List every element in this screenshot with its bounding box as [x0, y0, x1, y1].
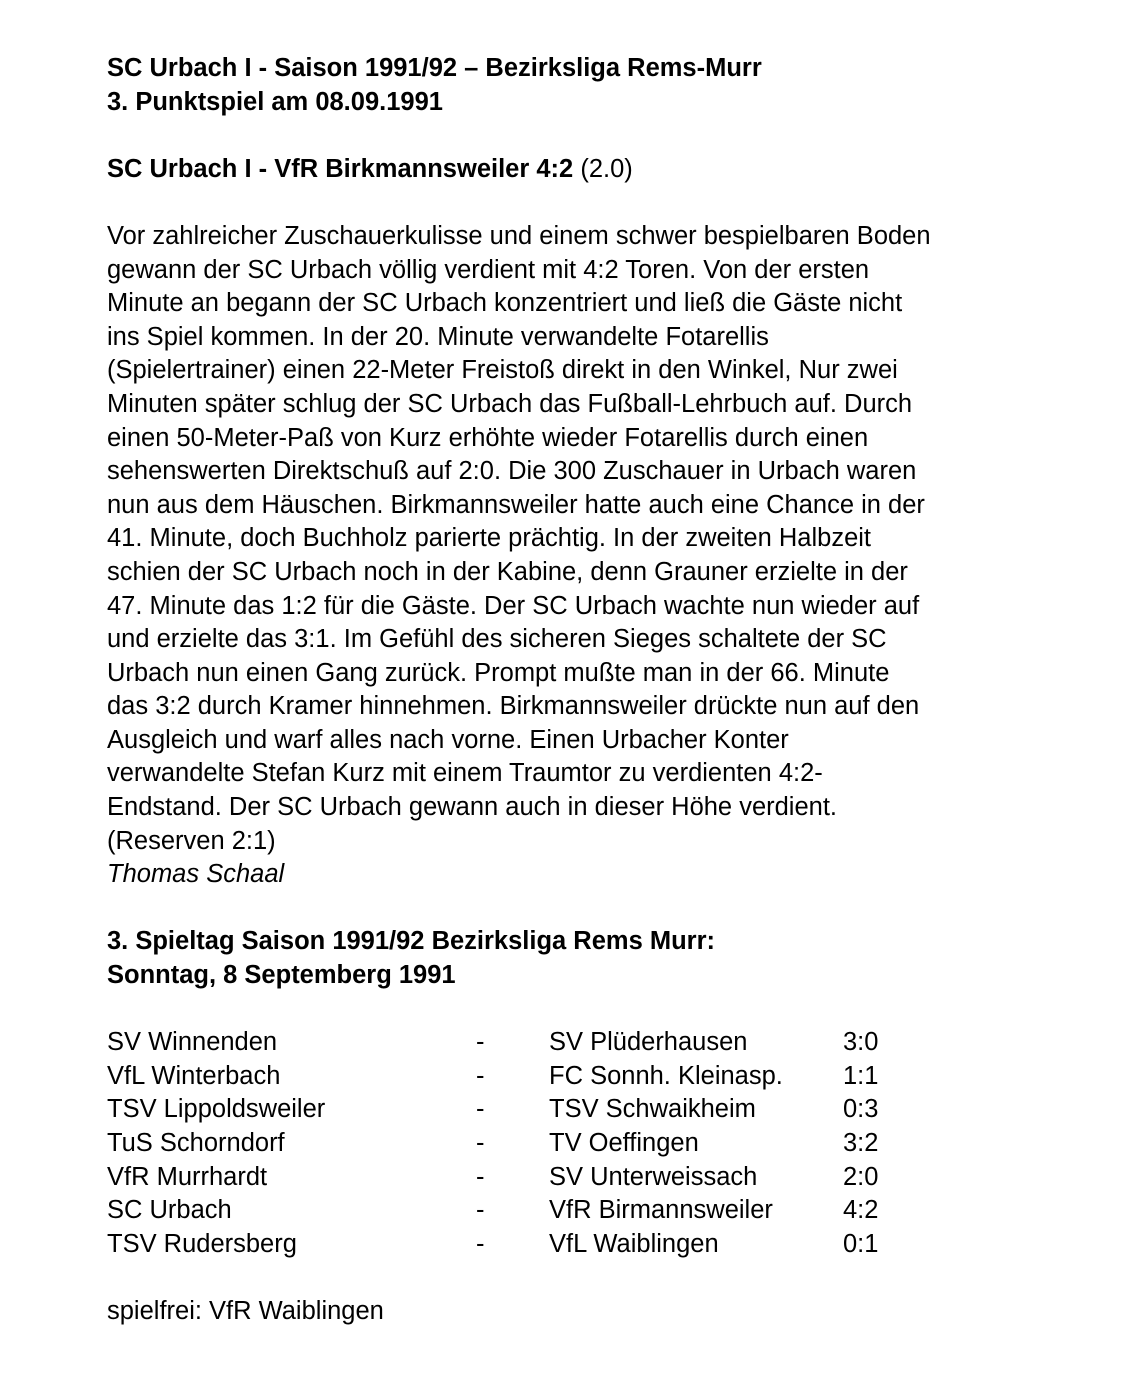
halftime-score: (2.0)	[580, 154, 633, 183]
separator: -	[476, 1229, 485, 1258]
away-team: SV Unterweissach	[549, 1162, 758, 1191]
report-line: ins Spiel kommen. In der 20. Minute verwandelte Fotarellis	[107, 322, 769, 351]
matchday-date: Sonntag, 8 Septemberg 1991	[107, 961, 456, 990]
report-line: (Spielertrainer) einen 22-Meter Freistoß direkt in den Winkel, Nur zwei	[107, 356, 898, 385]
away-team: SV Plüderhausen	[549, 1028, 748, 1057]
report-line: schien der SC Urbach noch in der Kabine, denn Grauner erzielte in der	[107, 557, 908, 586]
table-row	[107, 1228, 903, 1262]
home-team: SC Urbach	[107, 1196, 232, 1225]
results-table	[107, 1026, 903, 1261]
table-row	[107, 1026, 903, 1060]
home-team: SV Winnenden	[107, 1028, 278, 1057]
report-line: Endstand. Der SC Urbach gewann auch in dieser Höhe verdient.	[107, 793, 837, 822]
bye-team: spielfrei: VfR Waiblingen	[107, 1296, 384, 1325]
report-line: Ausgleich und warf alles nach vorne. Einen Urbacher Konter	[107, 725, 789, 754]
home-team: TuS Schorndorf	[107, 1129, 285, 1157]
separator: -	[476, 1095, 485, 1124]
reserves-result: (Reserven 2:1)	[107, 826, 276, 855]
report-line: Vor zahlreicher Zuschauerkulisse und einem schwer bespielbaren Boden	[107, 221, 931, 250]
report-line: Minute an begann der SC Urbach konzentriert und ließ die Gäste nicht	[107, 289, 903, 318]
separator: -	[476, 1028, 485, 1057]
report-line: verwandelte Stefan Kurz mit einem Traumtor zu verdienten 4:2-	[107, 759, 823, 788]
away-team: TSV Schwaikheim	[549, 1095, 756, 1124]
score: 0:1	[843, 1229, 879, 1258]
spacer	[107, 993, 1067, 1027]
match-report	[107, 220, 1067, 892]
table-row	[107, 1194, 903, 1228]
separator: -	[476, 1061, 485, 1090]
author: Thomas Schaal	[107, 860, 285, 889]
table-row	[107, 1093, 903, 1127]
spacer	[107, 1261, 1067, 1295]
separator: -	[476, 1196, 485, 1225]
report-line: nun aus dem Häuschen. Birkmannsweiler hatte auch eine Chance in der	[107, 490, 925, 519]
matchday-title: 3. Spieltag Saison 1991/92 Bezirksliga Rems Murr:	[107, 927, 716, 956]
score: 4:2	[843, 1196, 879, 1225]
report-line: einen 50-Meter-Paß von Kurz erhöhte wieder Fotarellis durch einen	[107, 423, 869, 452]
score: 2:0	[843, 1162, 879, 1191]
report-line: Urbach nun einen Gang zurück. Prompt mußte man in der 66. Minute	[107, 658, 890, 687]
report-line: gewann der SC Urbach völlig verdient mit 4:2 Toren. Von der ersten	[107, 255, 870, 284]
score: 3:2	[843, 1129, 879, 1157]
spacer	[107, 119, 1067, 153]
table-row	[107, 1161, 903, 1195]
report-line: 41. Minute, doch Buchholz parierte prächtig. In der zweiten Halbzeit	[107, 524, 872, 553]
separator: -	[476, 1129, 485, 1157]
home-team: VfR Murrhardt	[107, 1162, 268, 1191]
document-page	[107, 52, 1067, 1329]
spacer	[107, 892, 1067, 926]
away-team: VfL Waiblingen	[549, 1229, 719, 1258]
separator: -	[476, 1162, 485, 1191]
table-row	[107, 1127, 903, 1161]
score: 3:0	[843, 1028, 879, 1057]
away-team: VfR Birmannsweiler	[549, 1196, 773, 1225]
report-line: das 3:2 durch Kramer hinnehmen. Birkmannsweiler drückte nun auf den	[107, 692, 920, 721]
score: 0:3	[843, 1095, 879, 1124]
home-team: TSV Lippoldsweiler	[107, 1095, 326, 1124]
away-team: TV Oeffingen	[549, 1129, 699, 1157]
match-headline: SC Urbach I - VfR Birkmannsweiler 4:2	[107, 154, 574, 183]
spacer	[107, 186, 1067, 220]
report-line: sehenswerten Direktschuß auf 2:0. Die 300 Zuschauer in Urbach waren	[107, 457, 917, 486]
document-title: SC Urbach I - Saison 1991/92 – Bezirksliga Rems-Murr	[107, 54, 762, 82]
report-line: 47. Minute das 1:2 für die Gäste. Der SC Urbach wachte nun wieder auf	[107, 591, 920, 620]
home-team: VfL Winterbach	[107, 1061, 281, 1090]
home-team: TSV Rudersberg	[107, 1229, 297, 1258]
match-headline-line	[107, 153, 1067, 187]
score: 1:1	[843, 1061, 879, 1090]
report-line: und erzielte das 3:1. Im Gefühl des sicheren Sieges schaltete der SC	[107, 625, 887, 654]
table-row	[107, 1060, 903, 1094]
document-subtitle: 3. Punktspiel am 08.09.1991	[107, 87, 443, 116]
away-team: FC Sonnh. Kleinasp.	[549, 1061, 783, 1090]
report-line: Minuten später schlug der SC Urbach das Fußball-Lehrbuch auf. Durch	[107, 389, 913, 418]
